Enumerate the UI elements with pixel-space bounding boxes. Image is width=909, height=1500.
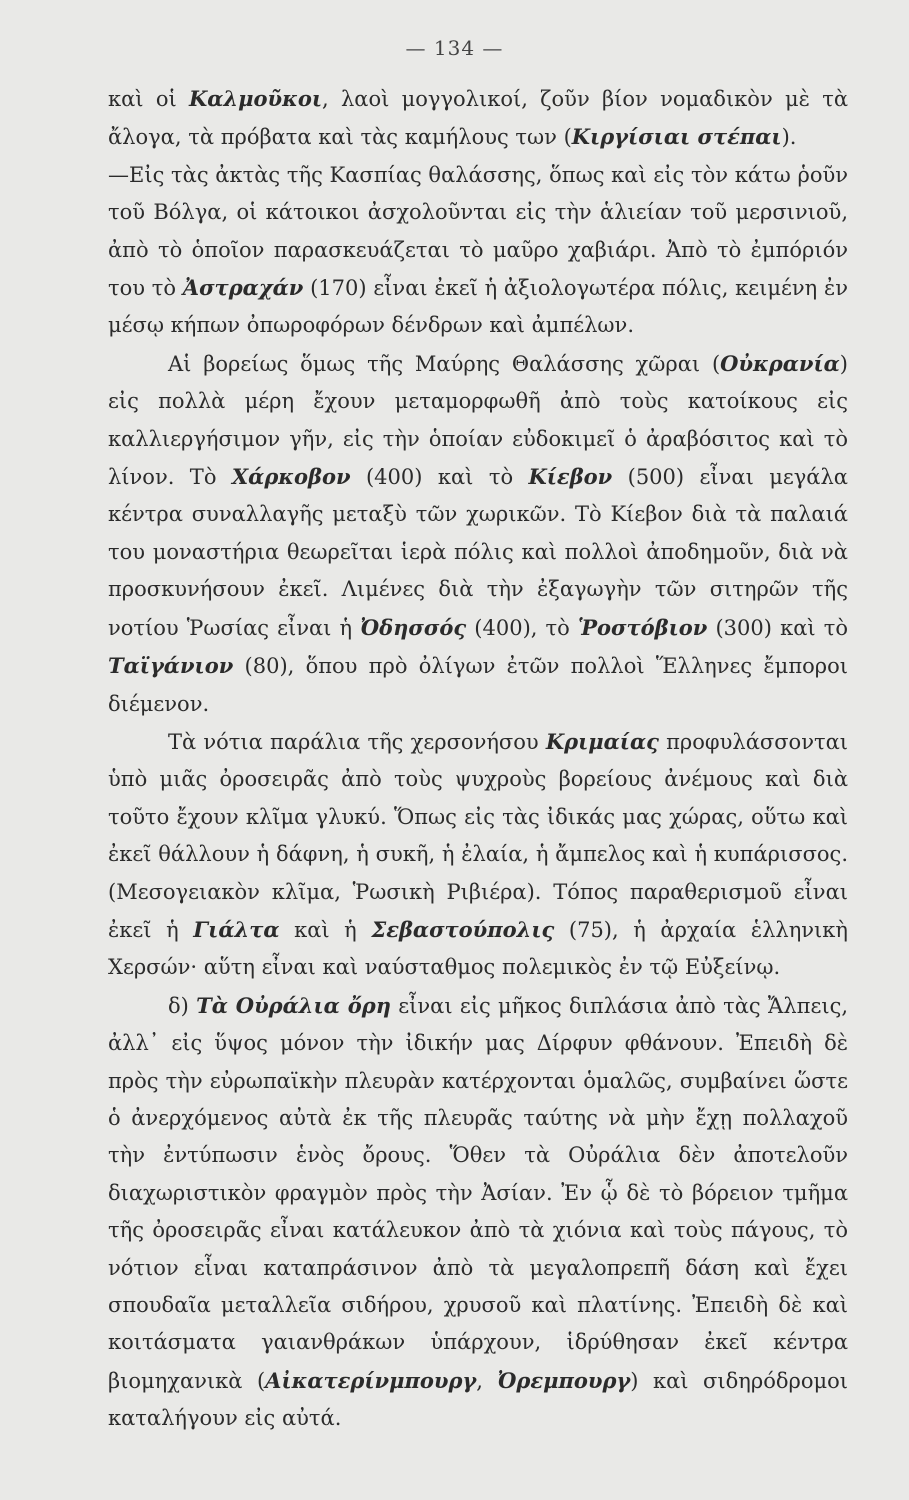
text-run: —Εἰς τὰς ἀκτὰς τῆς Κασπίας θαλάσσης, ὅπως καὶ εἰς τὸν κάτω ῥοῦν τοῦ Βόλγα, οἱ κάτοικοι ἀσχολοῦνται εἰς τὴν ἁλιείαν τοῦ μερσινιοῦ, ἀπὸ τὸ ὁποῖον παρασκευάζεται τὸ μαῦρο χαβιάρι. Ἀπὸ τὸ ἐμπόριόν του τὸ: [108, 162, 848, 301]
emphasized-term: Ὀδησσός: [360, 614, 467, 640]
text-run: (75), ἡ ἀρχαία ἑλληνικὴ Χερσών· αὕτη εἶναι καὶ ναύσταθμος πολεμικὸς ἐν τῷ Εὐξείνῳ.: [108, 917, 848, 980]
text-run: δ): [168, 993, 197, 1018]
emphasized-term: Κίεβον: [528, 464, 613, 490]
emphasized-term: Χάρκοβον: [231, 464, 351, 490]
text-run: Αἱ βορείως ὅμως τῆς Μαύρης Θαλάσσης χῶραι (: [168, 351, 721, 376]
text-run: (300) καὶ τὸ: [707, 615, 848, 640]
emphasized-term: Κιργίσιαι στέπαι: [571, 124, 782, 150]
emphasized-term: Αἰκατερίνμπουργ: [265, 1367, 477, 1393]
emphasized-term: Οὐκρανία: [720, 350, 840, 376]
text-run: (170) εἶναι ἐκεῖ ἡ ἀξιολογωτέρα πόλις, κειμένη ἐν μέσῳ κήπων ὀπωροφόρων δένδρων καὶ ἀμπέλων.: [108, 276, 848, 338]
text-run: (400), τὸ: [466, 615, 578, 640]
emphasized-term: Κριμαίας: [545, 728, 659, 754]
text-run: ).: [781, 125, 797, 150]
text-run: (500) εἶναι μεγάλα κέντρα συναλλαγῆς μεταξὺ τῶν χωρικῶν. Τὸ Κίεβον διὰ τὰ παλαιά του μοναστήρια θεωρεῖται ἱερὰ πόλις καὶ πολλοὶ ἀποδημοῦν, διὰ νὰ προσκυνήσουν ἐκεῖ. Λιμένες διὰ τὴν ἐξαγωγὴν τῶν σιτηρῶν τῆς νοτίου Ῥωσίας εἶναι ἡ: [108, 465, 848, 640]
text-run: (80), ὅπου πρὸ ὀλίγων ἐτῶν πολλοὶ Ἕλληνες ἔμποροι διέμενον.: [108, 654, 848, 716]
text-run: προφυλάσσονται ὑπὸ μιᾶς ὀροσειρᾶς ἀπὸ τοὺς ψυχροὺς βορείους ἀνέμους καὶ διὰ τοῦτο ἔχουν κλῖμα γλυκύ. Ὅπως εἰς τὰς ἰδικάς μας χώρας, οὕτω καὶ ἐκεῖ θάλλουν ἡ δάφνη, ἡ συκῆ, ἡ ἐλαία, ἡ ἄμπελος καὶ ἡ κυπάρισσος. (Μεσογειακὸν κλῖμα, Ῥωσικὴ Ριβιέρα). Τόπος παραθερισμοῦ εἶναι ἐκεῖ ἡ: [108, 729, 848, 942]
paragraph: [108, 345, 848, 723]
body-text: [108, 80, 848, 1438]
text-run: ) εἰς πολλὰ μέρη ἔχουν μεταμορφωθῆ ἀπὸ τοὺς κατοίκους εἰς καλλιεργήσιμον γῆν, εἰς τὴν ὁποίαν εὐδοκιμεῖ ὁ ἀραβόσιτος καὶ τὸ λίνον. Τὸ: [108, 351, 848, 490]
emphasized-term: Ὀρεμπουργ: [497, 1367, 631, 1393]
emphasized-term: Καλμοῦκοι: [189, 86, 322, 111]
emphasized-term: Ῥοστόβιον: [577, 614, 708, 640]
text-run: καὶ οἱ: [108, 87, 189, 111]
paragraph: [108, 80, 848, 157]
emphasized-term: Σεβαστούπολις: [371, 916, 555, 942]
paragraph: [108, 723, 848, 987]
paragraph: [108, 157, 848, 345]
paragraph: [108, 987, 848, 1438]
emphasized-term: Γιάλτα: [193, 916, 280, 942]
text-run: (400) καὶ τὸ: [350, 465, 529, 490]
emphasized-term: Τὰ Οὐράλια ὄρη: [196, 992, 391, 1018]
text-run: ,: [476, 1368, 498, 1393]
text-run: , λαοὶ μογγολικοί, ζοῦν βίον νομαδικὸν μὲ τὰ ἄλογα, τὰ πρόβατα καὶ τὰς καμήλους των (: [108, 87, 848, 150]
text-run: Τὰ νότια παράλια τῆς χερσονήσου: [168, 729, 546, 754]
emphasized-term: Ταϊγάνιον: [108, 653, 234, 679]
text-run: καὶ ἡ: [279, 917, 372, 942]
text-run: ) καὶ σιδηρόδρομοι καταλήγουν εἰς αὐτά.: [108, 1368, 848, 1431]
page-number: — 134 —: [405, 36, 504, 60]
text-run: εἶναι εἰς μῆκος διπλάσια ἀπὸ τὰς Ἄλπεις, ἀλλ᾽ εἰς ὕψος μόνον τὴν ἰδικήν μας Δίρφυν φθάνουν. Ἐπειδὴ δὲ πρὸς τὴν εὐρωπαϊκὴν πλευρὰν κατέρχονται ὁμαλῶς, συμβαίνει ὥστε ὁ ἀνερχόμενος αὐτὰ ἐκ τῆς πλευρᾶς ταύτης νὰ μὴν ἔχῃ πολλαχοῦ τὴν ἐντύπωσιν ἑνὸς ὄρους. Ὅθεν τὰ Οὐράλια δὲν ἀποτελοῦν διαχωριστικὸν φραγμὸν πρὸς τὴν Ἀσίαν. Ἐν ᾧ δὲ τὸ βόρειον τμῆμα τῆς ὀροσειρᾶς εἶναι κατάλευκον ἀπὸ τὰ χιόνια καὶ τοὺς πάγους, τὸ νότιον εἶναι καταπράσινον ἀπὸ τὰ μεγαλοπρεπῆ δάση καὶ ἔχει σπουδαῖα μεταλλεῖα σιδήρου, χρυσοῦ καὶ πλατίνης. Ἐπειδὴ δὲ καὶ κοιτάσματα γαιανθράκων ὑπάρχουν, ἱδρύθησαν ἐκεῖ κέντρα βιομηχανικὰ (: [108, 993, 849, 1393]
emphasized-term: Ἀστραχάν: [182, 275, 304, 301]
